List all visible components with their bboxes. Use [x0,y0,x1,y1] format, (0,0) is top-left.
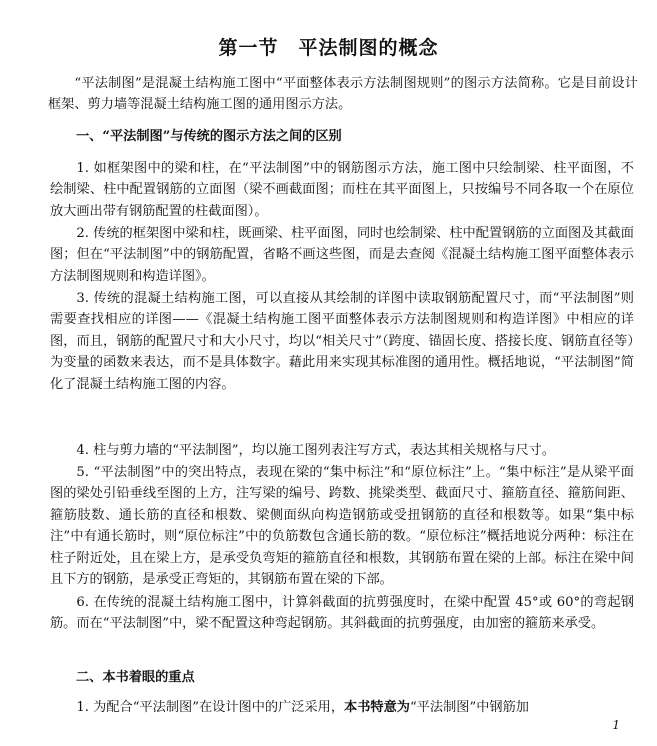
list-item [50,697,634,718]
section2-item-text: 1. 为配合“平法制图”在设计图中的广泛采用， [76,700,345,715]
list-item: 6. 在传统的混凝土结构施工图中，计算斜截面的抗剪强度时，在梁中配置 45°或 60°的弯起钢筋。而在“平法制图”中，梁不配置这种弯起钢筋。其斜截面的抗剪强度，由加密的箍筋来承受。 [50,595,634,632]
list-item: 4. 柱与剪力墙的“平法制图”，均以施工图列表注写方式，表达其相关规格与尺寸。 [76,443,556,458]
list-item: 5. “平法制图”中的突出特点，表现在梁的“集中标注”和“原位标注”上。“集中标注”是从梁平面图的梁处引铅垂线至图的上方，注写梁的编号、跨数、挑梁类型、截面尺寸、箍筋直径、箍筋间距、箍筋肢数、通长筋的直径和根数、梁侧面纵向构造钢筋或受扭钢筋的直径和根数等。如果“集中标注”中有通长筋时，则“原位标注”中的负筋数包含通长筋的数。“原位标注”概括地说分两种：标注在柱子附近处，且在梁上方，是承受负弯矩的箍筋直径和根数，其钢筋布置在梁的上部。标注在梁中间且下方的钢筋，是承受正弯矩的，其钢筋布置在梁的下部。 [50,465,634,588]
page-title: 第一节 平法制图的概念 [218,37,439,59]
list-item: 2. 传统的框架图中梁和柱，既画梁、柱平面图，同时也绘制梁、柱中配置钢筋的立面图及其截面图；但在“平法制图”中的钢筋配置，省略不画这些图，而是去查阅《混凝土结构施工图平面整体表示方法制图规则和构造详图》。 [50,226,634,284]
page-number: 1 [612,718,620,732]
list-item: 1. 如框架图中的梁和柱，在“平法制图”中的钢筋图示方法，施工图中只绘制梁、柱平面图，不绘制梁、柱中配置钢筋的立面图（梁不画截面图；而柱在其平面图上，只按编号不同各取一个在原位放大画出带有钢筋配置的柱截面图）。 [50,161,634,219]
section2-item-text-end: “平法制图”中钢筋加 [409,700,529,715]
intro-paragraph: “平法制图”是混凝土结构施工图中“平面整体表示方法制图规则”的图示方法简称。它是目前设计框架、剪力墙等混凝土结构施工图的通用图示方法。 [48,76,638,113]
section2-item-bold-text: 本书特意为 [344,700,410,715]
section-heading-differences: 一、“平法制图”与传统的图示方法之间的区别 [76,129,342,144]
section-heading-focus: 二、本书着眼的重点 [76,670,195,685]
list-item: 3. 传统的混凝土结构施工图，可以直接从其绘制的详图中读取钢筋配置尺寸，而“平法制图”则需要查找相应的详图——《混凝土结构施工图平面整体表示方法制图规则和构造详图》中相应的详图，而且，钢筋的配置尺寸和大小尺寸，均以“相关尺寸”（跨度、锚固长度、搭接长度、钢筋直径等）为变量的函数来表达，而不是具体数字。藉此用来实现其标准图的通用性。概括地说，“平法制图”简化了混凝土结构施工图的内容。 [50,291,634,392]
